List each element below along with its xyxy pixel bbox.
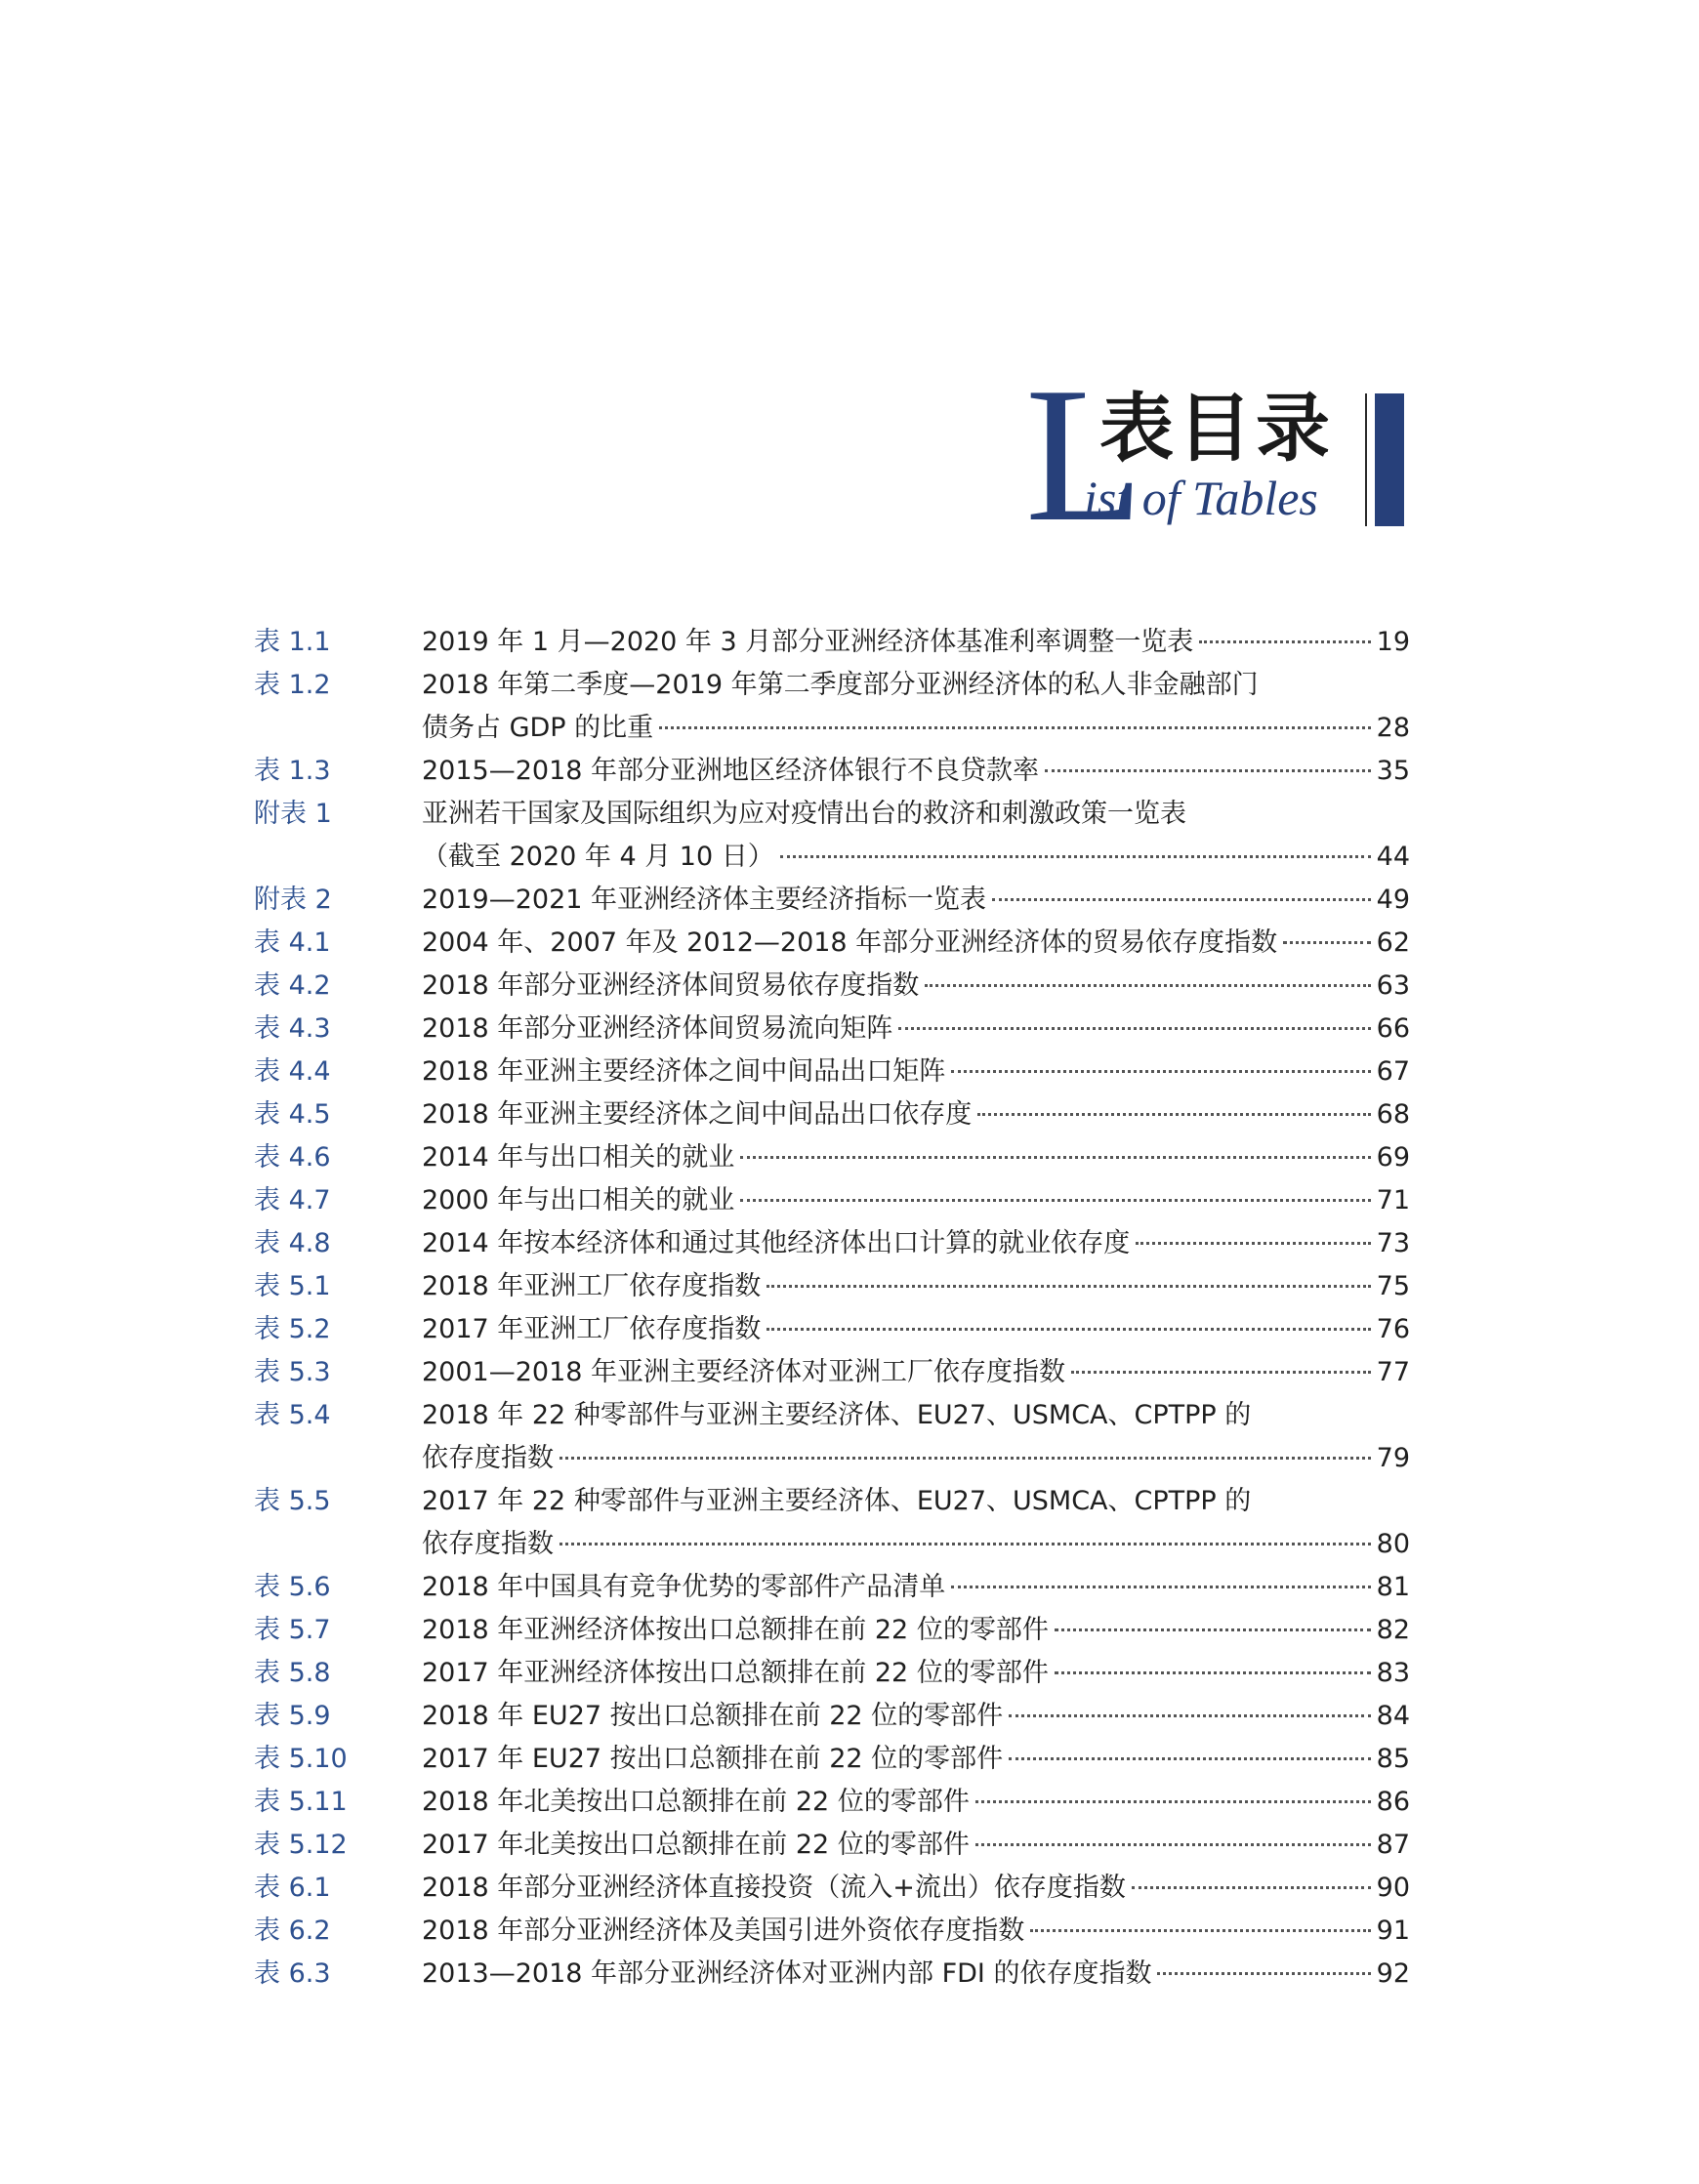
toc-entry-title: 2017 年 EU27 按出口总额排在前 22 位的零部件 [422, 1744, 1004, 1774]
toc-entry-title: 2013—2018 年部分亚洲经济体对亚洲内部 FDI 的依存度指数 [422, 1958, 1152, 1989]
toc-page-number: 49 [1376, 885, 1410, 915]
toc-page-number: 62 [1376, 927, 1410, 958]
toc-entry-title: 2018 年部分亚洲经济体直接投资（流入+流出）依存度指数 [422, 1873, 1126, 1903]
dot-leader [1199, 640, 1370, 643]
dot-leader [740, 1199, 1370, 1202]
toc-entry-label: 表 1.2 [254, 670, 331, 700]
toc-entry[interactable] [254, 1910, 1410, 1953]
toc-entry[interactable] [254, 1566, 1410, 1609]
dot-leader [951, 1586, 1370, 1588]
header-accent-bar [1375, 393, 1404, 526]
dot-leader [898, 1027, 1370, 1030]
toc-entry[interactable] [254, 1652, 1410, 1695]
toc-page-number: 71 [1376, 1185, 1410, 1216]
toc-entry-title: 2019—2021 年亚洲经济体主要经济指标一览表 [422, 885, 987, 915]
toc-entry-title: 2018 年第二季度—2019 年第二季度部分亚洲经济体的私人非金融部门 [422, 670, 1259, 700]
toc-page-number: 87 [1376, 1830, 1410, 1860]
dot-leader [951, 1070, 1370, 1073]
toc-page-number: 19 [1376, 627, 1410, 657]
dot-leader [1136, 1242, 1370, 1245]
toc-entry-title: （截至 2020 年 4 月 10 日） [422, 842, 774, 872]
dot-leader [1071, 1371, 1371, 1374]
dot-leader [1157, 1972, 1370, 1975]
toc-entry[interactable] [254, 1265, 1410, 1308]
toc-entry[interactable] [254, 1867, 1410, 1910]
toc-entry-label: 表 5.5 [254, 1486, 331, 1516]
toc-entry-label: 表 6.1 [254, 1873, 331, 1903]
dot-leader [559, 1543, 1371, 1545]
toc-page-number: 44 [1376, 842, 1410, 872]
toc-entry-label: 表 5.7 [254, 1615, 331, 1645]
dot-leader [977, 1113, 1370, 1116]
toc-entry[interactable] [254, 621, 1410, 664]
toc-entry-title: 2017 年 22 种零部件与亚洲主要经济体、EU27、USMCA、CPTPP 的 [422, 1486, 1252, 1516]
dot-leader [559, 1457, 1371, 1460]
toc-entry-label: 表 5.6 [254, 1572, 331, 1602]
toc-entry-label: 表 4.8 [254, 1228, 331, 1258]
toc-entry-label: 表 5.8 [254, 1658, 331, 1688]
page-title-english: ist of Tables [1084, 471, 1318, 525]
toc-entry-title: 2018 年部分亚洲经济体及美国引进外资依存度指数 [422, 1916, 1025, 1946]
toc-entry-title: 2018 年亚洲主要经济体之间中间品出口矩阵 [422, 1056, 946, 1087]
dot-leader [740, 1156, 1370, 1159]
toc-entry[interactable] [254, 1480, 1410, 1566]
toc-entry-label: 表 5.12 [254, 1830, 348, 1860]
toc-entry-label: 表 5.9 [254, 1701, 331, 1731]
toc-entry[interactable] [254, 1953, 1410, 1996]
toc-entry-title: 2004 年、2007 年及 2012—2018 年部分亚洲经济体的贸易依存度指数 [422, 927, 1278, 958]
toc-page-number: 86 [1376, 1787, 1410, 1817]
toc-entry[interactable] [254, 750, 1410, 793]
toc-entry-title: 债务占 GDP 的比重 [422, 713, 654, 743]
toc-page-number: 67 [1376, 1056, 1410, 1087]
toc-page-number: 84 [1376, 1701, 1410, 1731]
toc-entry[interactable] [254, 1695, 1410, 1738]
dot-leader [1055, 1628, 1371, 1631]
toc-entry[interactable] [254, 1093, 1410, 1136]
toc-page-number: 68 [1376, 1099, 1410, 1130]
toc-entry[interactable] [254, 965, 1410, 1008]
toc-page-number: 35 [1376, 756, 1410, 786]
toc-page-number: 79 [1376, 1443, 1410, 1473]
toc-page-number: 81 [1376, 1572, 1410, 1602]
toc-page-number: 28 [1376, 713, 1410, 743]
toc-entry-label: 表 4.2 [254, 970, 331, 1001]
dot-leader [1009, 1714, 1370, 1717]
toc-entry[interactable] [254, 1781, 1410, 1824]
toc-entry[interactable] [254, 922, 1410, 965]
toc-entry-label: 表 5.10 [254, 1744, 348, 1774]
toc-entry[interactable] [254, 664, 1410, 750]
toc-entry-label: 表 1.3 [254, 756, 331, 786]
dot-leader [659, 726, 1370, 729]
toc-entry-title: 2018 年中国具有竞争优势的零部件产品清单 [422, 1572, 946, 1602]
toc-entry-label: 表 5.11 [254, 1787, 348, 1817]
toc-entry-title: 2015—2018 年部分亚洲地区经济体银行不良贷款率 [422, 756, 1040, 786]
toc-page-number: 91 [1376, 1916, 1410, 1946]
toc-entry[interactable] [254, 1351, 1410, 1394]
dot-leader [1009, 1757, 1370, 1760]
toc-entry-title: 2018 年亚洲工厂依存度指数 [422, 1271, 762, 1301]
toc-page-number: 76 [1376, 1314, 1410, 1344]
dot-leader [925, 984, 1370, 987]
toc-entry-title: 2017 年北美按出口总额排在前 22 位的零部件 [422, 1830, 970, 1860]
dot-leader [975, 1800, 1371, 1803]
toc-entry-label: 表 4.7 [254, 1185, 331, 1216]
dot-leader [1283, 941, 1370, 944]
toc-entry-label: 表 5.2 [254, 1314, 331, 1344]
page-header [1025, 348, 1416, 561]
toc-entry-title: 2018 年北美按出口总额排在前 22 位的零部件 [422, 1787, 970, 1817]
toc-entry[interactable] [254, 1136, 1410, 1179]
toc-entry-title: 2018 年部分亚洲经济体间贸易流向矩阵 [422, 1013, 893, 1044]
toc-entry-label: 表 4.1 [254, 927, 331, 958]
toc-entry-title: 2000 年与出口相关的就业 [422, 1185, 735, 1216]
toc-entry[interactable] [254, 1222, 1410, 1265]
toc-page-number: 92 [1376, 1958, 1410, 1989]
dot-leader [1055, 1671, 1371, 1674]
dot-leader [992, 898, 1371, 901]
toc-entry-title: 2018 年部分亚洲经济体间贸易依存度指数 [422, 970, 920, 1001]
toc-entry[interactable] [254, 1051, 1410, 1093]
toc-entry-title: 2001—2018 年亚洲主要经济体对亚洲工厂依存度指数 [422, 1357, 1066, 1387]
toc-entry-title: 2017 年亚洲工厂依存度指数 [422, 1314, 762, 1344]
toc-entry-title: 2018 年 22 种零部件与亚洲主要经济体、EU27、USMCA、CPTPP 的 [422, 1400, 1252, 1430]
toc-entry-label: 表 4.6 [254, 1142, 331, 1173]
toc-entry-title: 依存度指数 [422, 1529, 554, 1559]
toc-page-number: 83 [1376, 1658, 1410, 1688]
dot-leader [975, 1843, 1371, 1846]
toc-entry-label: 表 6.3 [254, 1958, 331, 1989]
toc-entry-title: 2014 年按本经济体和通过其他经济体出口计算的就业依存度 [422, 1228, 1131, 1258]
toc-entry-label: 表 4.5 [254, 1099, 331, 1130]
table-of-contents [254, 621, 1410, 1996]
dot-leader [767, 1285, 1370, 1288]
toc-entry-label: 表 4.3 [254, 1013, 331, 1044]
toc-entry[interactable] [254, 1008, 1410, 1051]
toc-entry-label: 附表 1 [254, 799, 332, 829]
toc-page-number: 82 [1376, 1615, 1410, 1645]
toc-entry-title: 亚洲若干国家及国际组织为应对疫情出台的救济和刺激政策一览表 [422, 799, 1186, 829]
toc-page-number: 85 [1376, 1744, 1410, 1774]
dot-leader [767, 1328, 1370, 1331]
toc-entry-label: 表 5.4 [254, 1400, 331, 1430]
toc-entry-title: 依存度指数 [422, 1443, 554, 1473]
header-initial-letter: L [1025, 348, 1140, 561]
dot-leader [1132, 1886, 1371, 1889]
toc-entry-label: 表 1.1 [254, 627, 331, 657]
toc-page-number: 77 [1376, 1357, 1410, 1387]
toc-entry[interactable] [254, 1609, 1410, 1652]
toc-entry-label: 附表 2 [254, 885, 332, 915]
toc-entry-title: 2018 年 EU27 按出口总额排在前 22 位的零部件 [422, 1701, 1004, 1731]
toc-entry-title: 2018 年亚洲主要经济体之间中间品出口依存度 [422, 1099, 973, 1130]
toc-entry[interactable] [254, 1738, 1410, 1781]
toc-entry[interactable] [254, 1394, 1410, 1480]
toc-entry-title: 2017 年亚洲经济体按出口总额排在前 22 位的零部件 [422, 1658, 1049, 1688]
toc-page-number: 90 [1376, 1873, 1410, 1903]
toc-page-number: 75 [1376, 1271, 1410, 1301]
toc-entry-label: 表 5.3 [254, 1357, 331, 1387]
toc-entry[interactable] [254, 1308, 1410, 1351]
toc-entry[interactable] [254, 793, 1410, 879]
toc-page-number: 69 [1376, 1142, 1410, 1173]
toc-entry-title: 2019 年 1 月—2020 年 3 月部分亚洲经济体基准利率调整一览表 [422, 627, 1194, 657]
toc-entry[interactable] [254, 1179, 1410, 1222]
toc-entry-title: 2018 年亚洲经济体按出口总额排在前 22 位的零部件 [422, 1615, 1049, 1645]
toc-entry-label: 表 6.2 [254, 1916, 331, 1946]
toc-entry-label: 表 5.1 [254, 1271, 331, 1301]
toc-page-number: 63 [1376, 970, 1410, 1001]
toc-page-number: 73 [1376, 1228, 1410, 1258]
header-divider-line [1365, 393, 1367, 526]
toc-entry[interactable] [254, 1824, 1410, 1867]
dot-leader [1030, 1929, 1370, 1932]
dot-leader [780, 855, 1371, 858]
page-title-chinese: 表目录 [1099, 385, 1334, 472]
toc-page-number: 80 [1376, 1529, 1410, 1559]
toc-entry[interactable] [254, 879, 1410, 922]
toc-entry-title: 2014 年与出口相关的就业 [422, 1142, 735, 1173]
dot-leader [1045, 769, 1371, 772]
toc-page-number: 66 [1376, 1013, 1410, 1044]
toc-entry-label: 表 4.4 [254, 1056, 331, 1087]
